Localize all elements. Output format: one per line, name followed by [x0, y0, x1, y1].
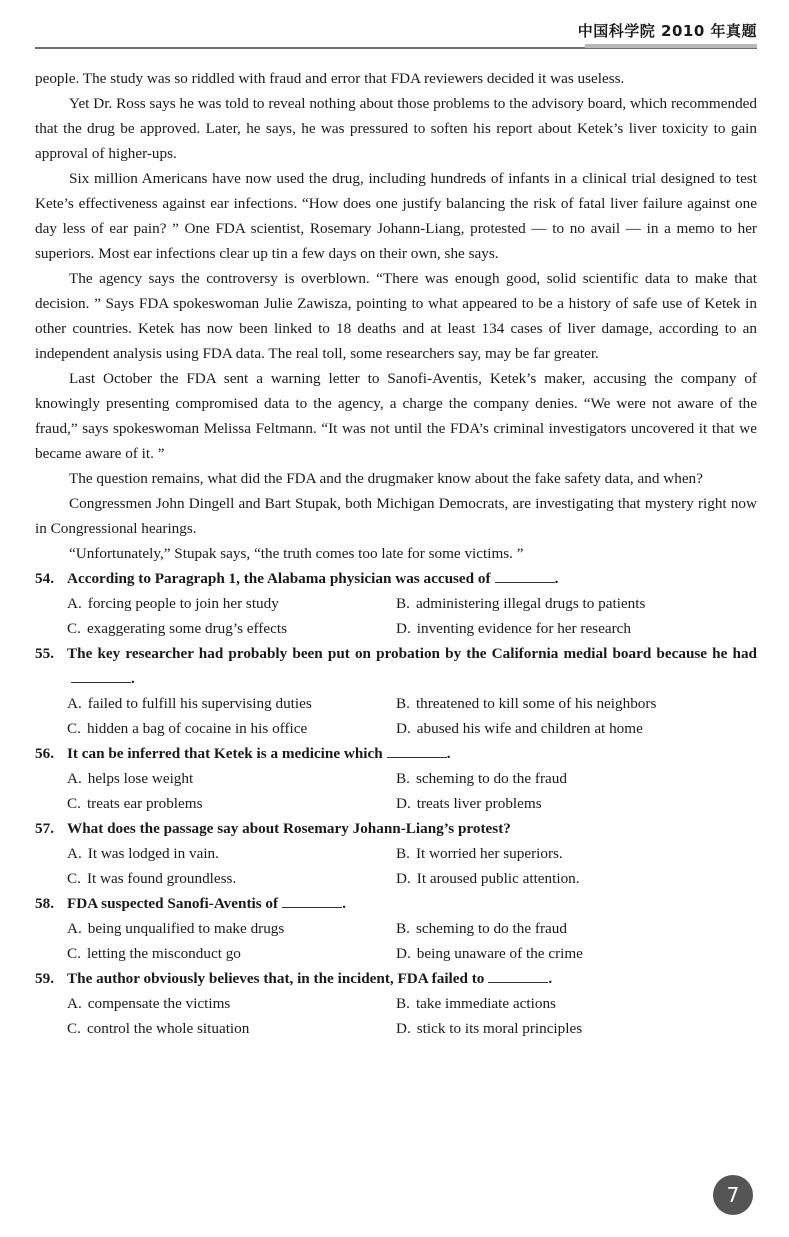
options: [35, 591, 757, 641]
option-c: C. exaggerating some drug’s effects: [67, 620, 287, 637]
passage-paragraph: Last October the FDA sent a warning letter to Sanofi-Aventis, Ketek’s maker, accusing the company of knowingly presenting compromised data to the agency, a charge the company denies. “We were not aware of the fraud,” says spokeswoman Melissa Feltmann. “It was not until the FDA’s criminal investigators uncovered it that we became aware of it. ”: [35, 370, 757, 462]
options: [35, 916, 757, 966]
question-54: [35, 566, 757, 641]
question-stem: 54. According to Paragraph 1, the Alabama physician was accused of .: [35, 566, 757, 591]
option-d: D. being unaware of the crime: [396, 945, 583, 962]
options: [35, 691, 757, 741]
answer-blank: [387, 743, 447, 758]
option-d: D. It aroused public attention.: [396, 870, 580, 887]
option-c: C. control the whole situation: [67, 1020, 250, 1037]
option-c: C. It was found groundless.: [67, 870, 237, 887]
question-text: It can be inferred that Ketek is a medicine which: [67, 745, 383, 762]
options: [35, 991, 757, 1041]
answer-blank: [282, 893, 342, 908]
question-58: [35, 891, 757, 966]
question-59: [35, 966, 757, 1041]
question-text: The key researcher had probably been put on probation by the California medial board because he had: [67, 645, 757, 662]
options: [35, 766, 757, 816]
option-c: C. hidden a bag of cocaine in his office: [67, 720, 308, 737]
option-a: A. being unqualified to make drugs: [67, 920, 285, 937]
option-a: A. failed to fulfill his supervising duties: [67, 695, 312, 712]
option-b: B. It worried her superiors.: [396, 845, 563, 862]
option-d: D. stick to its moral principles: [396, 1020, 583, 1037]
question-text: What does the passage say about Rosemary Johann-Liang’s protest?: [67, 820, 511, 837]
passage-paragraph: Congressmen John Dingell and Bart Stupak, both Michigan Democrats, are investigating that mystery right now in Congressional hearings.: [35, 495, 757, 537]
header-rule-accent: [585, 44, 757, 48]
option-a: A. helps lose weight: [67, 770, 194, 787]
page-header-title: 中国科学院 2010 年真题: [577, 22, 757, 40]
option-d: D. abused his wife and children at home: [396, 720, 643, 737]
question-number: 55.: [35, 645, 54, 662]
option-a: A. forcing people to join her study: [67, 595, 279, 612]
option-d: D. inventing evidence for her research: [396, 620, 631, 637]
page-number-badge: 7: [713, 1175, 753, 1215]
answer-blank: [71, 668, 131, 683]
option-a: A. compensate the victims: [67, 995, 231, 1012]
question-number: 56.: [35, 745, 54, 762]
question-text: The author obviously believes that, in the incident, FDA failed to: [67, 970, 485, 987]
option-a: A. It was lodged in vain.: [67, 845, 219, 862]
option-b: B. scheming to do the fraud: [396, 920, 567, 937]
answer-blank: [488, 968, 548, 983]
answer-blank: [495, 568, 555, 583]
question-text: According to Paragraph 1, the Alabama physician was accused of: [67, 570, 491, 587]
passage: [35, 66, 757, 566]
option-c: C. treats ear problems: [67, 795, 203, 812]
passage-paragraph: Six million Americans have now used the drug, including hundreds of infants in a clinical trial designed to test Kete’s effectiveness against ear infections. “How does one justify balancing the risk of fatal liver failure against one day less of ear pain? ” One FDA scientist, Rosemary Johann-Liang, protested — to no avail — in a memo to her superiors. Most ear infections clear up tin a few days on their own, she says.: [35, 170, 757, 262]
passage-paragraph: “Unfortunately,” Stupak says, “the truth comes too late for some victims. ”: [69, 545, 524, 562]
question-number: 54.: [35, 570, 54, 587]
question-stem: [35, 816, 757, 841]
passage-paragraph: people. The study was so riddled with fraud and error that FDA reviewers decided it was useless.: [35, 70, 625, 87]
question-57: [35, 816, 757, 891]
question-stem: 56. It can be inferred that Ketek is a medicine which .: [35, 741, 757, 766]
passage-paragraph: The question remains, what did the FDA and the drugmaker know about the fake safety data, and when?: [69, 470, 703, 487]
option-b: B. administering illegal drugs to patients: [396, 595, 646, 612]
question-stem: 55. The key researcher had probably been put on probation by the California medial board because he had.: [35, 641, 757, 691]
passage-paragraph: Yet Dr. Ross says he was told to reveal nothing about those problems to the advisory board, which recommended that the drug be approved. Later, he says, he was pressured to soften his report about Ketek’s liver toxicity to gain approval of higher-ups.: [35, 95, 757, 162]
page-content: [35, 66, 757, 1041]
question-number: 59.: [35, 970, 54, 987]
question-55: [35, 641, 757, 741]
question-56: [35, 741, 757, 816]
option-b: B. take immediate actions: [396, 995, 556, 1012]
options: [35, 841, 757, 891]
passage-paragraph: The agency says the controversy is overblown. “There was enough good, solid scientific data to make that decision. ” Says FDA spokeswoman Julie Zawisza, pointing to what appeared to be a history of safe use of Ketek in other countries. Ketek has now been linked to 18 deaths and at least 134 cases of liver damage, according to an independent analysis using FDA data. The real toll, some researchers say, may be far greater.: [35, 270, 757, 362]
question-number: 57.: [35, 820, 54, 837]
question-text: FDA suspected Sanofi-Aventis of: [67, 895, 279, 912]
question-number: 58.: [35, 895, 54, 912]
option-b: B. threatened to kill some of his neighbors: [396, 695, 657, 712]
questions: [35, 566, 757, 1041]
question-stem: 59. The author obviously believes that, in the incident, FDA failed to .: [35, 966, 757, 991]
option-d: D. treats liver problems: [396, 795, 542, 812]
option-b: B. scheming to do the fraud: [396, 770, 567, 787]
option-c: C. letting the misconduct go: [67, 945, 241, 962]
question-stem: 58. FDA suspected Sanofi-Aventis of .: [35, 891, 757, 916]
